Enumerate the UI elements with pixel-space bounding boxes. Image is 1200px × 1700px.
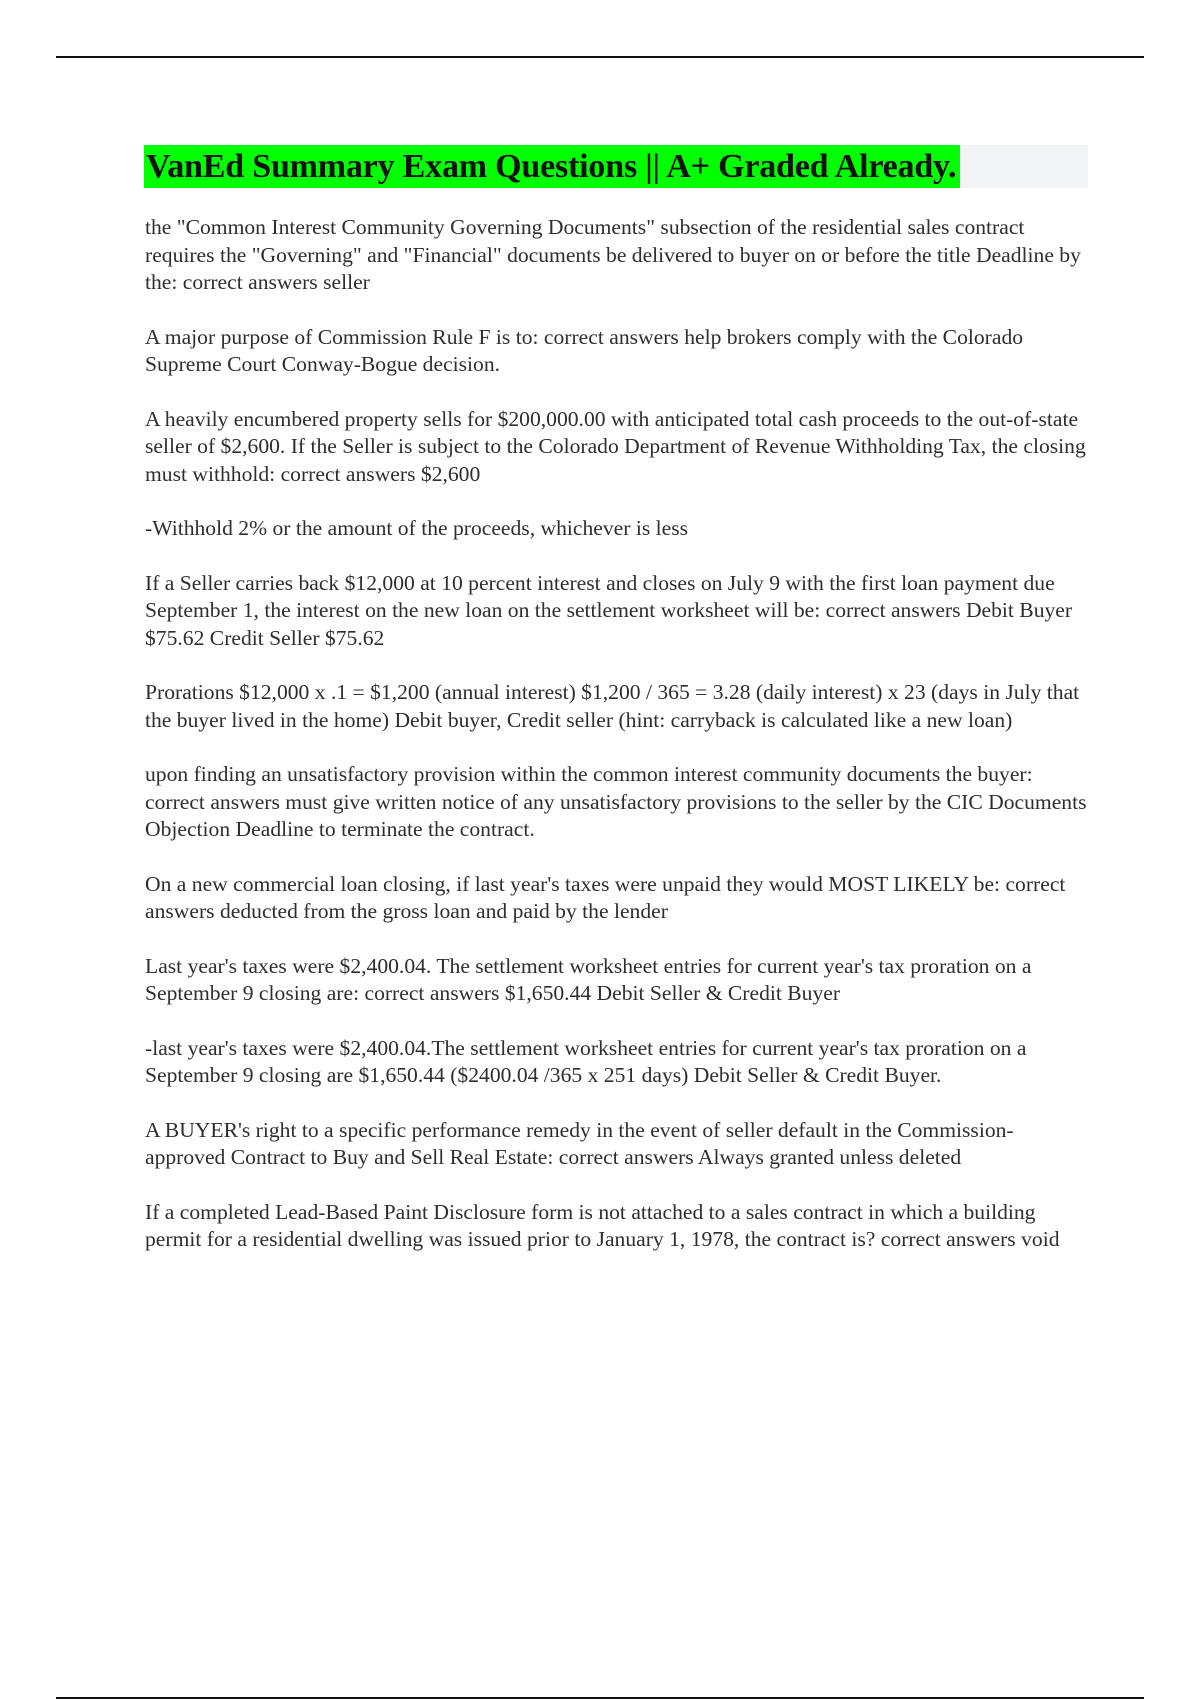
answer-marker: correct answers: [558, 1145, 694, 1169]
answer-text: $2,600: [420, 461, 481, 486]
explanation-text: -Withhold 2% or the amount of the proceeds, whichever is less: [145, 516, 689, 540]
question-text: On a new commercial loan closing, if last year's taxes were unpaid they would MOST LIKELY be:: [145, 871, 1001, 896]
top-rule: [56, 56, 1144, 58]
answer-text: deducted from the gross loan and paid by the lender: [219, 899, 668, 923]
answer-text: help brokers comply with the Colorado Supreme Court Conway-Bogue decision.: [145, 324, 1024, 376]
question-text: A BUYER's right to a specific performance remedy in the event of seller default in the Commission- approved Contract to Buy and Sell Real Estate:: [145, 1117, 1014, 1169]
qa-item-1: [145, 214, 1095, 297]
answer-marker: correct answers: [145, 871, 1066, 923]
explanation-text: Prorations $12,000 x .1 = $1,200 (annual interest) $1,200 / 365 = 3.28 (daily interest) x 23 (days in July that the buyer lived in the home) Debit buyer, Credit seller (hint: carryback is calculated like a new loan): [145, 680, 1080, 732]
qa-item-7: [145, 953, 1095, 1008]
question-text: upon finding an unsatisfactory provision within the common interest community documents the buyer:: [145, 762, 1033, 786]
qa-item-4: [145, 570, 1095, 653]
answer-marker: correct answers: [145, 789, 280, 814]
answer-text: Debit Buyer $75.62: [145, 598, 1073, 650]
qa-item-3: [145, 406, 1095, 489]
answer-marker: correct answers: [880, 1227, 1016, 1251]
qa-item-5: [145, 761, 1095, 844]
question-text: Last year's taxes were $2,400.04. The settlement worksheet entries for current year's tax proration on a September 9 closing are:: [145, 953, 1032, 1005]
qa-item-2: [145, 324, 1095, 379]
answer-marker: correct answers: [543, 324, 679, 349]
question-text: A major purpose of Commission Rule F is to:: [145, 324, 539, 349]
answer-text: $1,650.44 Debit Seller & Credit Buyer: [504, 981, 841, 1005]
qa-item-9: [145, 1199, 1095, 1254]
answer-marker: correct answers: [825, 598, 961, 622]
answer-marker: correct answers: [364, 981, 500, 1005]
question-text: the "Common Interest Community Governing Documents" subsection of the residential sales contract requires the "Governing" and "Financial" documents be delivered to buyer on or before the title Deadline by the:: [145, 215, 1081, 294]
answer-marker: correct answers: [182, 270, 318, 294]
qa-item-8: [145, 1117, 1095, 1172]
document-body: [145, 214, 1095, 1281]
question-text: A heavily encumbered property sells for $200,000.00 with anticipated total cash proceeds to the out-of-state seller of $2,600. If the Seller is subject to the Colorado Department of Revenue Withholding Tax, the closing must withhold:: [145, 406, 1086, 486]
explanation-withholding: [145, 515, 1095, 543]
answer-text-line2: Credit Seller $75.62: [209, 625, 385, 650]
question-text: If a completed Lead-Based Paint Disclosure form is not attached to a sales contract in which a building permit for a residential dwelling was issued prior to January 1, 1978, the contract is?: [145, 1199, 1036, 1251]
qa-item-6: [145, 871, 1095, 926]
question-text: If a Seller carries back $12,000 at 10 percent interest and closes on July 9 with the first loan payment due September 1, the interest on the new loan on the settlement worksheet will be:: [145, 570, 1055, 622]
bottom-rule: [56, 1697, 1144, 1699]
answer-text: must give written notice of any unsatisfactory provisions to the seller by the CIC Documents Objection Deadline to terminate the contract.: [145, 789, 1087, 841]
answer-marker: correct answers: [280, 461, 416, 486]
answer-text: seller: [323, 270, 370, 294]
explanation-text: -last year's taxes were $2,400.04.The settlement worksheet entries for current year's tax proration on a September 9 closing are $1,650.44 ($2400.04 /365 x 251 days) Debit Seller & Credit Buyer.: [145, 1035, 1027, 1087]
explanation-prorations: [145, 679, 1095, 734]
answer-text: Always granted unless deleted: [697, 1145, 962, 1169]
document-title: VanEd Summary Exam Questions || A+ Graded Already.: [144, 145, 960, 188]
answer-text: void: [1021, 1227, 1060, 1251]
explanation-tax-proration: [145, 1035, 1095, 1090]
